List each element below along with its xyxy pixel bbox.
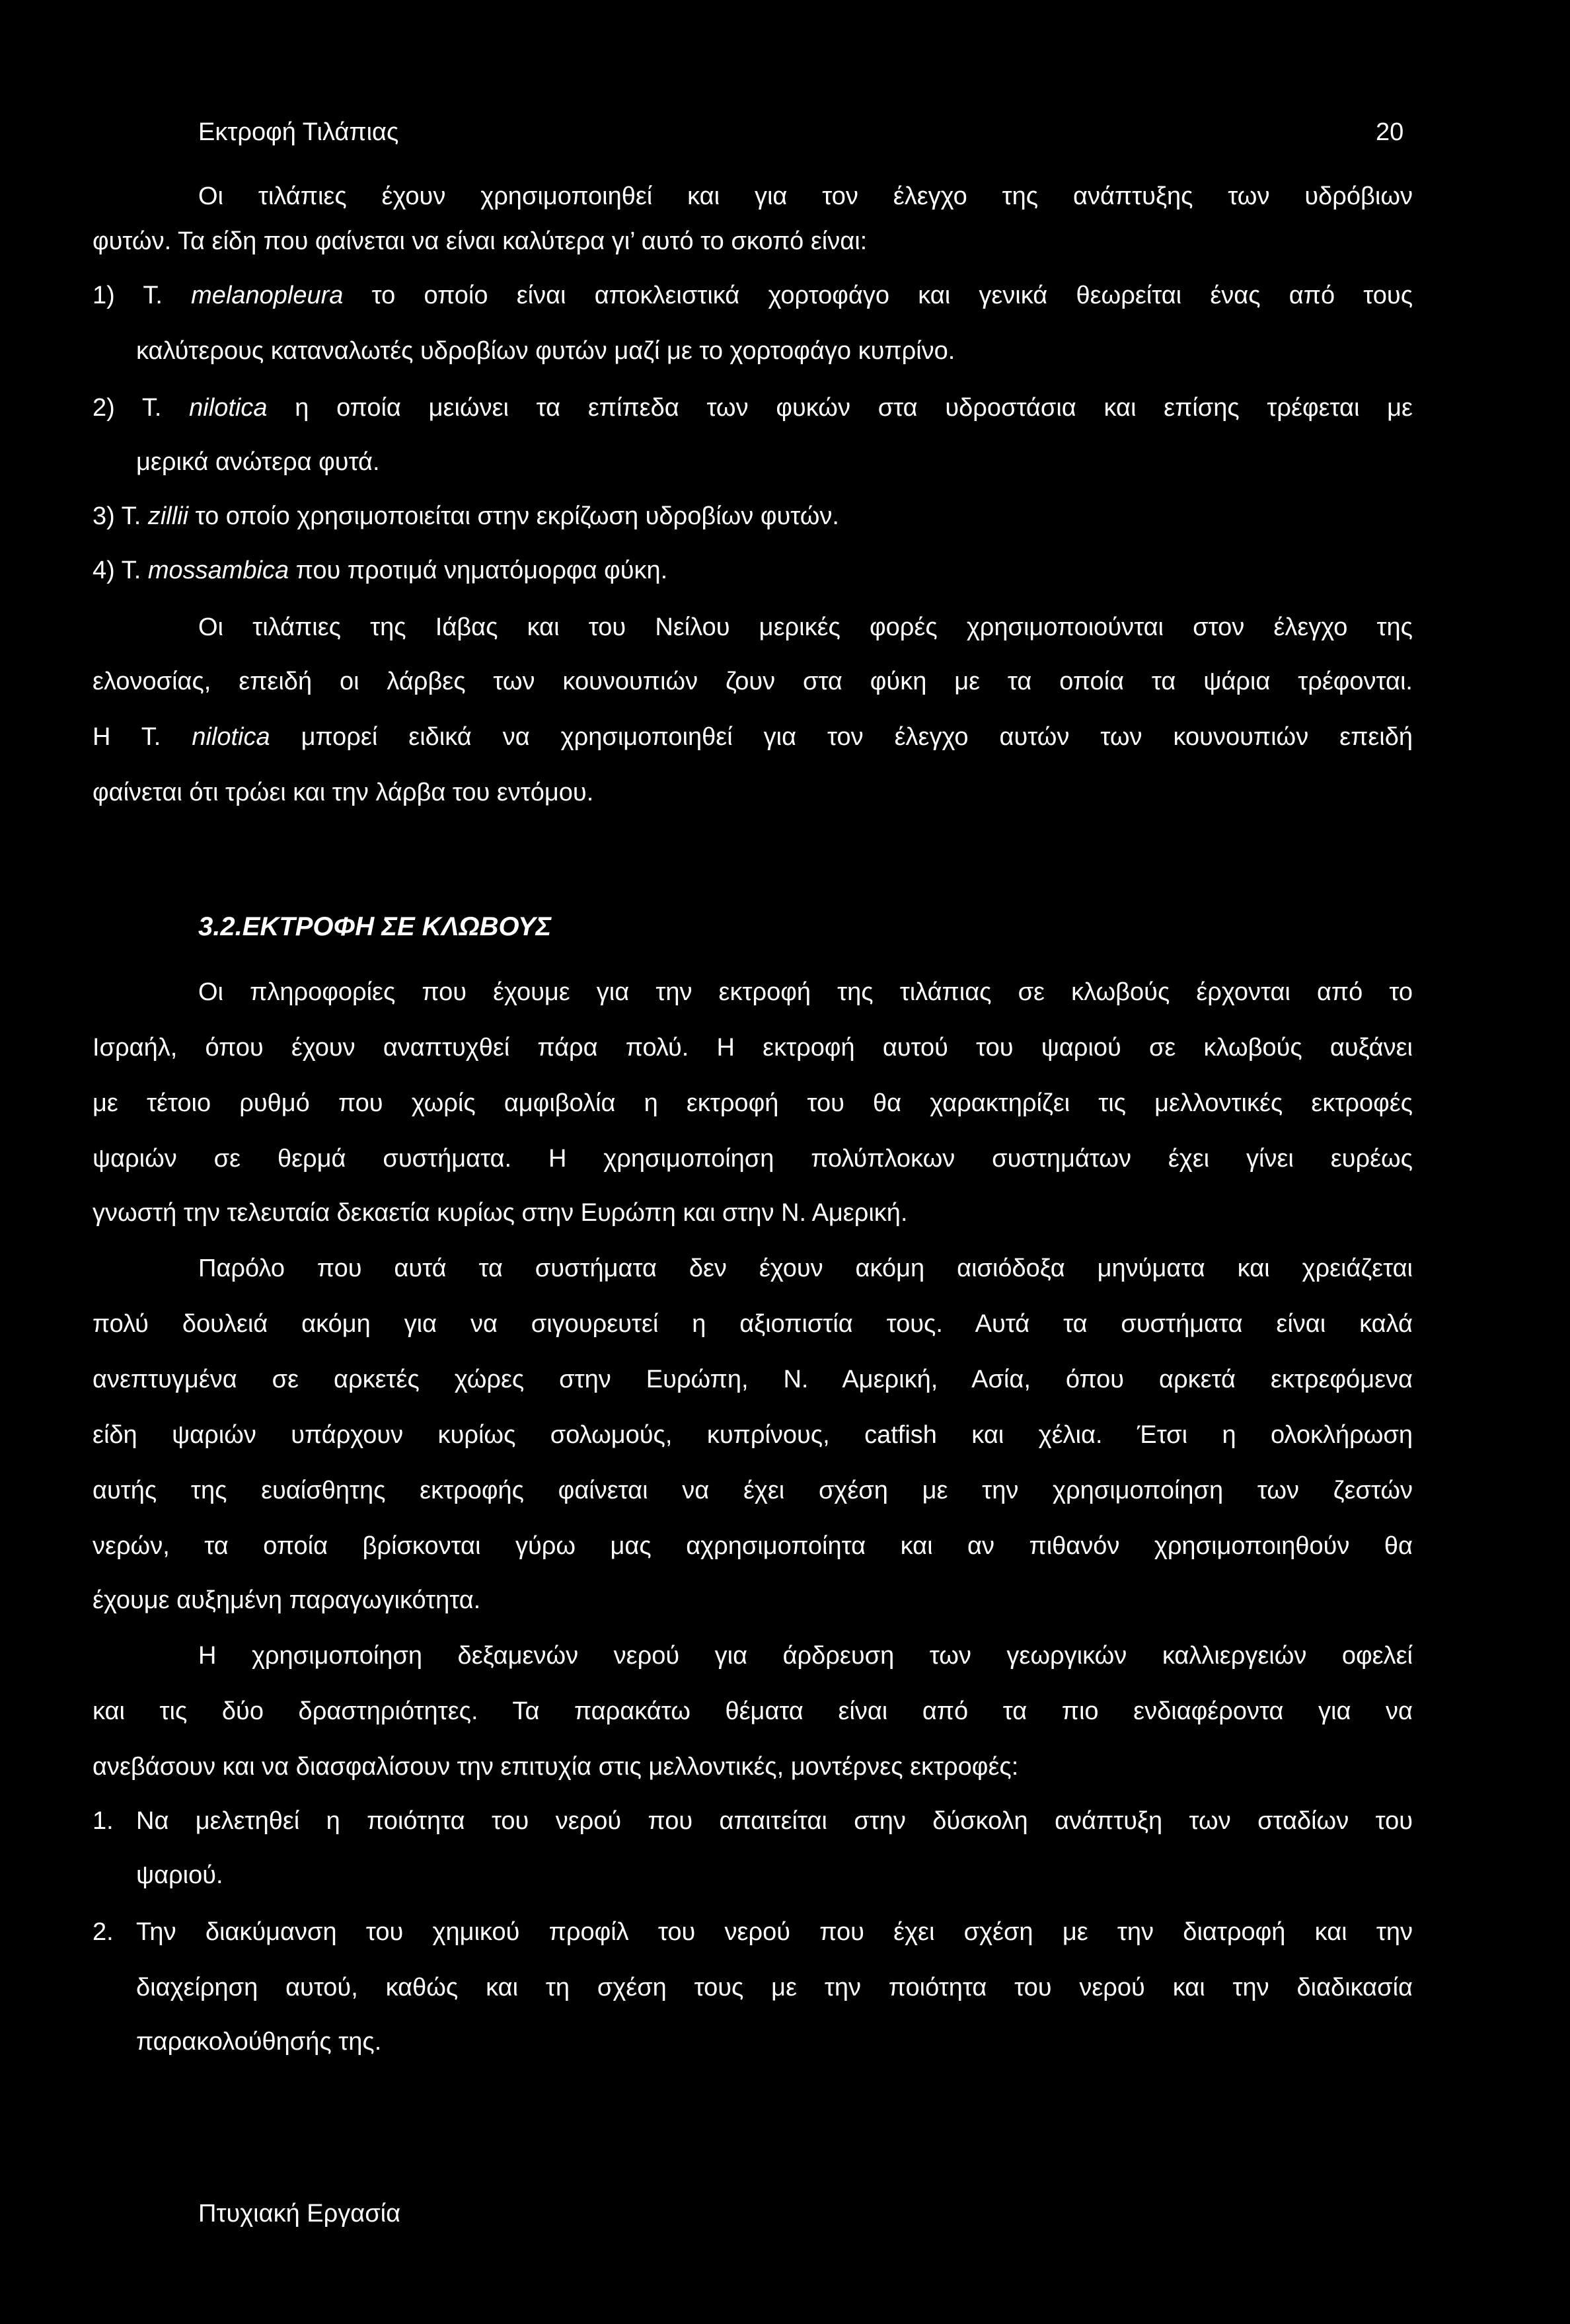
- section-heading: 3.2.ΕΚΤΡΟΦΗ ΣΕ ΚΛΩΒΟΥΣ: [198, 912, 552, 941]
- species-name-melanopleura: melanopleura: [191, 282, 344, 309]
- para1-line-1: Οι πληροφορίες που έχουμε για την εκτροφή της τιλάπιας σε κλωβούς έρχονται από το: [198, 978, 1413, 1006]
- malaria-line-3-prefix: Η Τ.: [93, 723, 161, 751]
- list-item-2: [93, 395, 1413, 420]
- numbered-item-2-number: 2.: [93, 1918, 114, 1946]
- para2-line-5: αυτής της ευαίσθητης εκτροφής φαίνεται να έχει σχέση με την χρησιμοποίηση των ζεστών: [93, 1477, 1413, 1504]
- malaria-line-2: ελονοσίας, επειδή οι λάρβες των κουνουπιών ζουν στα φύκη με τα οποία τα ψάρια τρέφονται.: [93, 668, 1413, 695]
- malaria-line-3-text: μπορεί ειδικά να χρησιμοποιηθεί για τον έλεγχο αυτών των κουνουπιών επειδή: [301, 723, 1413, 751]
- list-item-1-number: 1) Τ.: [93, 282, 163, 309]
- para2-line-7: έχουμε αυξημένη παραγωγικότητα.: [93, 1586, 481, 1614]
- species-name-zillii: zillii: [147, 502, 189, 530]
- para3-line-2: και τις δύο δραστηριότητες. Τα παρακάτω θέματα είναι από τα πιο ενδιαφέροντα για να: [93, 1697, 1413, 1725]
- species-name-nilotica-2: nilotica: [192, 723, 270, 751]
- para1-line-3: με τέτοιο ρυθμό που χωρίς αμφιβολία η εκτροφή του θα χαρακτηρίζει τις μελλοντικές εκτροφές: [93, 1089, 1413, 1117]
- list-item-1-text: το οποίο είναι αποκλειστικά χορτοφάγο και γενικά θεωρείται ένας από τους: [371, 282, 1413, 309]
- page-number: 20: [1376, 118, 1404, 146]
- list-item-4-text: που προτιμά νηματόμορφα φύκη.: [295, 557, 668, 584]
- para1-line-4: ψαριών σε θερμά συστήματα. Η χρησιμοποίηση πολύπλοκων συστημάτων έχει γίνει ευρέως: [93, 1145, 1413, 1173]
- malaria-line-4: φαίνεται ότι τρώει και την λάρβα του εντόμου.: [93, 779, 594, 806]
- list-item-4: [93, 558, 667, 583]
- numbered-item-2-line-2: διαχείρηση αυτού, καθώς και τη σχέση τους με την ποιότητα του νερού και την διαδικασία: [136, 1974, 1413, 2001]
- numbered-item-1-line-2: ψαριού.: [136, 1861, 223, 1889]
- list-item-1: [93, 283, 1413, 308]
- list-item-1-continuation: καλύτερους καταναλωτές υδροβίων φυτών μαζί με το χορτοφάγο κυπρίνο.: [136, 337, 955, 365]
- page-footer: Πτυχιακή Εργασία: [198, 2200, 401, 2227]
- numbered-item-1-line-1: Να μελετηθεί η ποιότητα του νερού που απαιτείται στην δύσκολη ανάπτυξη των σταδίων του: [136, 1807, 1413, 1835]
- numbered-item-1-number: 1.: [93, 1807, 114, 1835]
- para1-line-2: Ισραήλ, όπου έχουν αναπτυχθεί πάρα πολύ. Η εκτροφή αυτού του ψαριού σε κλωβούς αυξάνει: [93, 1034, 1413, 1062]
- malaria-line-1: Οι τιλάπιες της Ιάβας και του Νείλου μερικές φορές χρησιμοποιούνται στον έλεγχο της: [198, 613, 1413, 641]
- para2-line-1: Παρόλο που αυτά τα συστήματα δεν έχουν ακόμη αισιόδοξα μηνύματα και χρειάζεται: [198, 1255, 1413, 1282]
- species-name-mossambica: mossambica: [147, 557, 289, 584]
- malaria-line-3: [93, 724, 1413, 750]
- intro-line-1: Οι τιλάπιες έχουν χρησιμοποιηθεί και για τον έλεγχο της ανάπτυξης των υδρόβιων: [198, 182, 1413, 210]
- numbered-item-2-line-3: παρακολούθησής της.: [136, 2028, 382, 2056]
- running-header: Εκτροφή Τιλάπιας: [198, 118, 399, 146]
- para3-line-3: ανεβάσουν και να διασφαλίσουν την επιτυχία στις μελλοντικές, μοντέρνες εκτροφές:: [93, 1753, 1019, 1781]
- para3-line-1: Η χρησιμοποίηση δεξαμενών νερού για άρδρευση των γεωργικών καλλιεργειών οφελεί: [198, 1642, 1413, 1670]
- para2-line-3: ανεπτυγμένα σε αρκετές χώρες στην Ευρώπη, Ν. Αμερική, Ασία, όπου αρκετά εκτρεφόμενα: [93, 1366, 1413, 1393]
- para2-line-2: πολύ δουλειά ακόμη για να σιγουρευτεί η αξιοπιστία τους. Αυτά τα συστήματα είναι καλά: [93, 1310, 1413, 1338]
- list-item-3: [93, 504, 839, 529]
- intro-line-2: φυτών. Τα είδη που φαίνεται να είναι καλύτερα γι’ αυτό το σκοπό είναι:: [93, 227, 868, 255]
- numbered-item-2-line-1: Την διακύμανση του χημικού προφίλ του νερού που έχει σχέση με την διατροφή και την: [136, 1918, 1413, 1946]
- list-item-2-number: 2) Τ.: [93, 394, 162, 422]
- list-item-2-text: η οποία μειώνει τα επίπεδα των φυκών στα υδροστάσια και επίσης τρέφεται με: [295, 394, 1413, 422]
- species-name-nilotica: nilotica: [189, 394, 268, 422]
- list-item-4-number: 4) Τ.: [93, 557, 141, 584]
- para2-line-6: νερών, τα οποία βρίσκονται γύρω μας αχρησιμοποίητα και αν πιθανόν χρησιμοποιηθούν θα: [93, 1532, 1413, 1560]
- para1-line-5: γνωστή την τελευταία δεκαετία κυρίως στην Ευρώπη και στην Ν. Αμερική.: [93, 1199, 908, 1227]
- para2-line-4: είδη ψαριών υπάρχουν κυρίως σολωμούς, κυπρίνους, catfish και χέλια. Έτσι η ολοκλήρωση: [93, 1421, 1413, 1449]
- list-item-3-text: το οποίο χρησιμοποιείται στην εκρίζωση υδροβίων φυτών.: [195, 502, 839, 530]
- list-item-3-number: 3) Τ.: [93, 502, 141, 530]
- list-item-2-continuation: μερικά ανώτερα φυτά.: [136, 448, 380, 476]
